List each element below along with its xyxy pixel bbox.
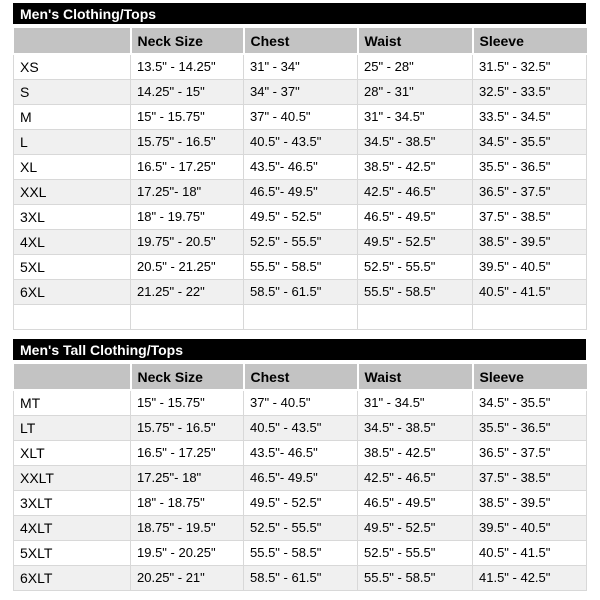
measurement-cell bbox=[358, 305, 473, 330]
measurement-cell: 15.75" - 16.5" bbox=[131, 130, 244, 155]
measurement-cell: 34.5" - 38.5" bbox=[358, 416, 473, 441]
measurement-cell: 13.5" - 14.25" bbox=[131, 54, 244, 80]
measurement-cell: 16.5" - 17.25" bbox=[131, 441, 244, 466]
measurement-cell: 34" - 37" bbox=[244, 80, 358, 105]
size-label-cell: 3XLT bbox=[14, 491, 131, 516]
measurement-cell: 39.5" - 40.5" bbox=[473, 516, 587, 541]
chart-title-mens-tall: Men's Tall Clothing/Tops bbox=[13, 339, 586, 360]
size-label-cell: 5XLT bbox=[14, 541, 131, 566]
header-cell-neck-size: Neck Size bbox=[131, 364, 244, 390]
measurement-cell: 34.5" - 35.5" bbox=[473, 390, 587, 416]
size-label-cell: XXLT bbox=[14, 466, 131, 491]
measurement-cell: 58.5" - 61.5" bbox=[244, 566, 358, 591]
size-chart-mens bbox=[13, 3, 586, 330]
measurement-cell: 28" - 31" bbox=[358, 80, 473, 105]
measurement-cell: 37.5" - 38.5" bbox=[473, 466, 587, 491]
table-row bbox=[14, 541, 587, 566]
measurement-cell: 55.5" - 58.5" bbox=[244, 541, 358, 566]
measurement-cell bbox=[473, 305, 587, 330]
size-label-cell: 3XL bbox=[14, 205, 131, 230]
size-label-cell: 4XL bbox=[14, 230, 131, 255]
measurement-cell: 42.5" - 46.5" bbox=[358, 180, 473, 205]
measurement-cell: 39.5" - 40.5" bbox=[473, 255, 587, 280]
header-cell-neck-size: Neck Size bbox=[131, 28, 244, 54]
header-row bbox=[14, 28, 587, 54]
measurement-cell: 31" - 34.5" bbox=[358, 390, 473, 416]
measurement-cell: 37.5" - 38.5" bbox=[473, 205, 587, 230]
measurement-cell: 15" - 15.75" bbox=[131, 390, 244, 416]
table-row bbox=[14, 205, 587, 230]
measurement-cell: 35.5" - 36.5" bbox=[473, 155, 587, 180]
measurement-cell: 31.5" - 32.5" bbox=[473, 54, 587, 80]
measurement-cell: 46.5"- 49.5" bbox=[244, 466, 358, 491]
header-cell-size bbox=[14, 364, 131, 390]
measurement-cell: 38.5" - 42.5" bbox=[358, 155, 473, 180]
measurement-cell: 15.75" - 16.5" bbox=[131, 416, 244, 441]
table-row bbox=[14, 416, 587, 441]
measurement-cell: 31" - 34" bbox=[244, 54, 358, 80]
measurement-cell: 34.5" - 35.5" bbox=[473, 130, 587, 155]
table-row bbox=[14, 516, 587, 541]
measurement-cell: 15" - 15.75" bbox=[131, 105, 244, 130]
table-row bbox=[14, 155, 587, 180]
measurement-cell: 46.5" - 49.5" bbox=[358, 491, 473, 516]
measurement-cell: 40.5" - 43.5" bbox=[244, 416, 358, 441]
size-label-cell: 6XLT bbox=[14, 566, 131, 591]
measurement-cell bbox=[131, 305, 244, 330]
measurement-cell: 43.5"- 46.5" bbox=[244, 155, 358, 180]
header-cell-chest: Chest bbox=[244, 364, 358, 390]
measurement-cell: 32.5" - 33.5" bbox=[473, 80, 587, 105]
measurement-cell: 20.5" - 21.25" bbox=[131, 255, 244, 280]
size-label-cell: LT bbox=[14, 416, 131, 441]
measurement-cell: 37" - 40.5" bbox=[244, 105, 358, 130]
measurement-cell: 43.5"- 46.5" bbox=[244, 441, 358, 466]
mens-tall-table-body bbox=[14, 390, 587, 591]
size-label-cell: 6XL bbox=[14, 280, 131, 305]
header-cell-size bbox=[14, 28, 131, 54]
table-row bbox=[14, 566, 587, 591]
table-row bbox=[14, 54, 587, 80]
measurement-cell: 40.5" - 41.5" bbox=[473, 541, 587, 566]
measurement-cell: 19.5" - 20.25" bbox=[131, 541, 244, 566]
table-row bbox=[14, 305, 587, 330]
table-row bbox=[14, 230, 587, 255]
measurement-cell bbox=[244, 305, 358, 330]
measurement-cell: 40.5" - 41.5" bbox=[473, 280, 587, 305]
measurement-cell: 25" - 28" bbox=[358, 54, 473, 80]
size-label-cell: MT bbox=[14, 390, 131, 416]
table-row bbox=[14, 441, 587, 466]
measurement-cell: 49.5" - 52.5" bbox=[358, 230, 473, 255]
measurement-cell: 46.5" - 49.5" bbox=[358, 205, 473, 230]
measurement-cell: 14.25" - 15" bbox=[131, 80, 244, 105]
header-row bbox=[14, 364, 587, 390]
size-label-cell: L bbox=[14, 130, 131, 155]
size-label-cell: 5XL bbox=[14, 255, 131, 280]
mens-tall-size-table bbox=[13, 364, 587, 591]
measurement-cell: 17.25"- 18" bbox=[131, 180, 244, 205]
size-chart-mens-tall bbox=[13, 339, 586, 591]
measurement-cell: 21.25" - 22" bbox=[131, 280, 244, 305]
measurement-cell: 31" - 34.5" bbox=[358, 105, 473, 130]
measurement-cell: 35.5" - 36.5" bbox=[473, 416, 587, 441]
table-row bbox=[14, 180, 587, 205]
measurement-cell: 46.5"- 49.5" bbox=[244, 180, 358, 205]
table-row bbox=[14, 390, 587, 416]
size-label-cell: XXL bbox=[14, 180, 131, 205]
header-cell-waist: Waist bbox=[358, 364, 473, 390]
header-cell-chest: Chest bbox=[244, 28, 358, 54]
measurement-cell: 49.5" - 52.5" bbox=[244, 205, 358, 230]
measurement-cell: 17.25"- 18" bbox=[131, 466, 244, 491]
measurement-cell: 49.5" - 52.5" bbox=[244, 491, 358, 516]
measurement-cell: 38.5" - 39.5" bbox=[473, 230, 587, 255]
size-label-cell: XS bbox=[14, 54, 131, 80]
measurement-cell: 38.5" - 39.5" bbox=[473, 491, 587, 516]
measurement-cell: 52.5" - 55.5" bbox=[244, 230, 358, 255]
table-row bbox=[14, 280, 587, 305]
table-row bbox=[14, 255, 587, 280]
measurement-cell: 52.5" - 55.5" bbox=[358, 255, 473, 280]
header-cell-waist: Waist bbox=[358, 28, 473, 54]
measurement-cell: 42.5" - 46.5" bbox=[358, 466, 473, 491]
measurement-cell: 36.5" - 37.5" bbox=[473, 180, 587, 205]
measurement-cell: 19.75" - 20.5" bbox=[131, 230, 244, 255]
size-label-cell bbox=[14, 305, 131, 330]
table-row bbox=[14, 105, 587, 130]
measurement-cell: 36.5" - 37.5" bbox=[473, 441, 587, 466]
chart-title-mens: Men's Clothing/Tops bbox=[13, 3, 586, 24]
measurement-cell: 58.5" - 61.5" bbox=[244, 280, 358, 305]
measurement-cell: 52.5" - 55.5" bbox=[358, 541, 473, 566]
measurement-cell: 16.5" - 17.25" bbox=[131, 155, 244, 180]
measurement-cell: 34.5" - 38.5" bbox=[358, 130, 473, 155]
measurement-cell: 37" - 40.5" bbox=[244, 390, 358, 416]
measurement-cell: 20.25" - 21" bbox=[131, 566, 244, 591]
measurement-cell: 55.5" - 58.5" bbox=[358, 280, 473, 305]
size-label-cell: M bbox=[14, 105, 131, 130]
header-cell-sleeve: Sleeve bbox=[473, 28, 587, 54]
measurement-cell: 55.5" - 58.5" bbox=[358, 566, 473, 591]
table-row bbox=[14, 491, 587, 516]
measurement-cell: 40.5" - 43.5" bbox=[244, 130, 358, 155]
measurement-cell: 55.5" - 58.5" bbox=[244, 255, 358, 280]
measurement-cell: 18" - 18.75" bbox=[131, 491, 244, 516]
measurement-cell: 41.5" - 42.5" bbox=[473, 566, 587, 591]
mens-size-table bbox=[13, 28, 587, 330]
measurement-cell: 49.5" - 52.5" bbox=[358, 516, 473, 541]
measurement-cell: 52.5" - 55.5" bbox=[244, 516, 358, 541]
mens-table-body bbox=[14, 54, 587, 330]
size-label-cell: XL bbox=[14, 155, 131, 180]
measurement-cell: 18.75" - 19.5" bbox=[131, 516, 244, 541]
size-label-cell: 4XLT bbox=[14, 516, 131, 541]
table-row bbox=[14, 80, 587, 105]
table-row bbox=[14, 466, 587, 491]
table-row bbox=[14, 130, 587, 155]
measurement-cell: 38.5" - 42.5" bbox=[358, 441, 473, 466]
size-label-cell: XLT bbox=[14, 441, 131, 466]
size-label-cell: S bbox=[14, 80, 131, 105]
measurement-cell: 18" - 19.75" bbox=[131, 205, 244, 230]
measurement-cell: 33.5" - 34.5" bbox=[473, 105, 587, 130]
header-cell-sleeve: Sleeve bbox=[473, 364, 587, 390]
